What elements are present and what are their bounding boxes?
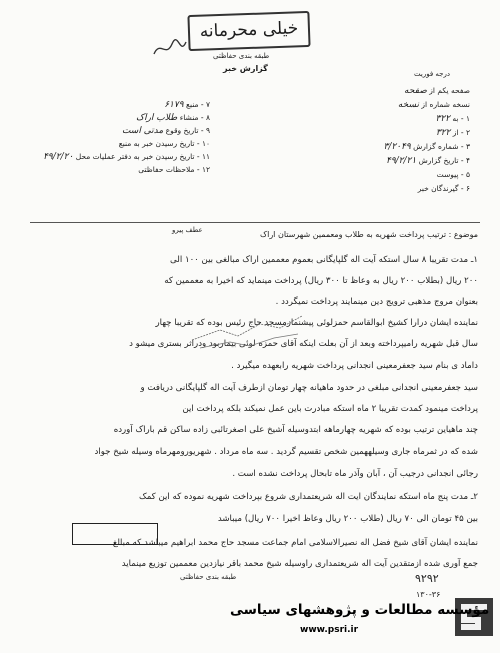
form-left-label: ۱۱ - تاریخ رسیدن خبر به دفتر عملیات محل bbox=[73, 152, 210, 161]
body-line: جمع آوری شده ازمتقدین آیت اله شریعتمداری راوسیله شیخ محمد باقر نیازدین معممین توزیع مینماید bbox=[121, 559, 478, 569]
body-line: نماینده ایشان درارا کشیخ ابوالقاسم حمزلوئی پیشنمازمسجد حاج رئیس بوده که تقریبا چهار bbox=[155, 318, 478, 328]
subject-row: موضوع : ترتیب پرداخت شهریه به طلاب ومعممین شهرستان اراک bbox=[259, 230, 478, 239]
form-right-row bbox=[383, 142, 470, 152]
body-line: بین ۴۵ تومان الی ۷۰ ریال (طلاب ۲۰۰ ریال وعاظ اخیرا ۷۰۰ ریال) میباشد bbox=[217, 514, 478, 524]
form-left-value: مدتی است bbox=[121, 126, 164, 136]
body-line: داماد ی بنام سید جعفرمعینی انجدانی پرداخت شهریه رابعهده میگیرد . bbox=[231, 361, 478, 371]
form-left-row bbox=[122, 126, 210, 136]
form-right-value: نسخه bbox=[397, 100, 420, 110]
form-left-row bbox=[119, 139, 210, 149]
form-right-row bbox=[398, 100, 470, 110]
body-line: ۲ـ مدت پنج ماه استکه نمایندگان ایت اله شریعتمداری شروع بپرداخت شهریه نموده که این کمک bbox=[139, 492, 478, 502]
body-line: رجائی انجدانی درجیب آن ، آبان وآذر ماه تابحال پرداخت نشده است . bbox=[232, 469, 478, 479]
form-left-label: ۱۰ - تاریخ رسیدن خبر به منبع bbox=[118, 139, 210, 148]
form-left-label: ۱۲ - ملاحظات حفاظتی bbox=[138, 165, 210, 174]
form-right-connector: از bbox=[426, 86, 435, 95]
report-title: گزارش خبر bbox=[223, 64, 268, 73]
document-number: ۱۳۰-۳۶ bbox=[416, 590, 441, 599]
form-right-row bbox=[436, 128, 470, 138]
form-right-row bbox=[404, 86, 470, 96]
form-right-label: نسخه شماره bbox=[427, 100, 470, 109]
form-right-value: ۳۲۲ bbox=[435, 114, 450, 124]
handwritten-annotation bbox=[190, 300, 310, 360]
form-right-value: ۳/۲۰۴۹ bbox=[383, 142, 411, 152]
form-right-value: ۳۲۲ bbox=[435, 128, 451, 138]
form-left-label: ۹ - تاریخ وقوع bbox=[163, 126, 210, 135]
header-divider bbox=[30, 222, 480, 223]
body-line: چند ماهیاین ترتیب بوده که شهریه چهارماهه ابتدوسیله آشیخ علی اصغرتائبی زاده ساکن قم باراک آورده bbox=[113, 425, 478, 435]
form-left-row bbox=[164, 100, 210, 110]
highlight-box bbox=[72, 523, 158, 545]
form-right-label: ۱ - به bbox=[450, 114, 470, 123]
classification-stamp: خیلی محرمانه bbox=[187, 11, 310, 51]
signature-scribble bbox=[150, 36, 190, 62]
body-line: نماینده ایشان آقای شیخ فضل اله نصیرالاسلامی امام جماعت مسجد حاج محمد ابراهیم میباشد که مبالغ bbox=[112, 538, 478, 548]
footer-classification-label: طبقه بندی حفاظتی bbox=[180, 573, 237, 581]
body-line: سال قبل شهریه رامیپرداخته وبعد از آن بعلت اینکه آقای حمزه لوئی بیماربود ودراثر بستری میشو د bbox=[129, 339, 478, 349]
form-left-value: طلاب اراک bbox=[136, 113, 178, 123]
form-right-label: ۶ - گیرندگان خبر bbox=[417, 184, 470, 193]
form-left-label: ۸ - منشاء bbox=[177, 113, 210, 122]
form-left-label: ۷ - منبع bbox=[183, 100, 210, 109]
form-left-value: ۴۹/۲/۲۰ bbox=[43, 152, 74, 162]
form-right-connector: از bbox=[419, 100, 428, 109]
header-classification-label: طبقه بندی حفاظتی bbox=[213, 52, 270, 60]
priority-label: درجه فوریت bbox=[414, 70, 450, 78]
form-right-label: ۲ - از bbox=[450, 128, 470, 137]
form-right-row bbox=[386, 156, 470, 166]
body-line: بعنوان مروج مذهبی ترویج دین مینمایند پرداخت نمیگردد . bbox=[275, 297, 478, 307]
subject-reference-label: عطف پیرو bbox=[172, 226, 203, 234]
subject-text: ترتیب پرداخت شهریه به طلاب ومعممین شهرستان اراک bbox=[259, 230, 447, 239]
form-left-row bbox=[43, 152, 210, 162]
form-right-value: ۴۹/۲/۲۱ bbox=[385, 156, 417, 166]
body-line: ۱ـ مدت تقریبا ۸ سال استکه آیت اله گلپایگانی بعموم معممین اراک مبالغی بین ۱۰۰ الی bbox=[170, 255, 478, 265]
body-line: سید جعفرمعینی انجدانی مبلغی در حدود ماهیانه چهار تومان ازطرف آیت اله گلپایگانی دریافت و bbox=[140, 383, 478, 393]
body-line: ۲۰۰ ریال (بطلاب ۲۰۰ ریال به وعاظ تا ۳۰۰ ریال) پرداخت مینماید که اخیرا به معممین که bbox=[164, 276, 478, 286]
form-right-label: ۴ - تاریخ گزارش bbox=[416, 156, 470, 165]
organization-name: مؤسسه مطالعات و پژوهشهای سیاسی bbox=[230, 602, 490, 618]
handwritten-number: ۹۲۹۲ bbox=[415, 572, 439, 585]
form-right-row bbox=[435, 114, 470, 124]
form-right-label: ۵ - پیوست bbox=[436, 170, 470, 179]
form-right-row bbox=[418, 184, 470, 194]
subject-label: موضوع bbox=[453, 230, 478, 239]
body-line: شده که در ثمرماه جاری وسیلههمین شخص تقسیم گردید . سه ماه مرداد . شهریورومهرماه وسیله شیخ جواد bbox=[94, 447, 478, 457]
form-left-row bbox=[136, 113, 210, 123]
form-right-value: صفحه bbox=[404, 86, 427, 96]
form-right-label: ۳ - شماره گزارش bbox=[410, 142, 470, 151]
form-right-row bbox=[437, 170, 470, 180]
form-right-label: صفحه یکم bbox=[434, 86, 470, 95]
form-left-value: ۶۱۷۹ bbox=[164, 100, 184, 110]
body-line: پرداخت مینمود کمدت تقریبا ۲ ماه استکه مبادرت باین عمل نمیکند بلکه پرداخت این bbox=[182, 404, 478, 414]
organization-url[interactable]: www.psri.ir bbox=[300, 625, 359, 635]
form-left-row bbox=[138, 165, 210, 175]
